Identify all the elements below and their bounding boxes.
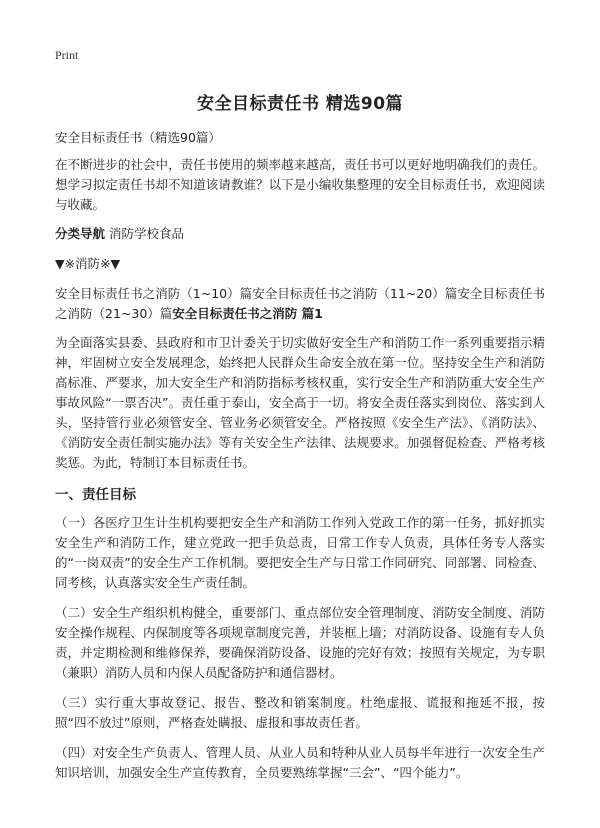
responsibility-item: （二）安全生产组织机构健全，重要部门、重点部位安全管理制度、消防安全制度、消防安全操作规程、内保制度等各项规章制度完善，并装框上墙；对消防设备、设施有专人负责，并定期检测和维修保养，要确保消防设备、设施的完好有效；按照有关规定，为专职（兼职）消防人员和内保人员配备防护和通信器材。 [55, 605, 545, 680]
page-title: 安全目标责任书 精选90篇 [196, 94, 404, 114]
intro-paragraph: 在不断进步的社会中，责任书使用的频率越来越高，责任书可以更好地明确我们的责任。想学习拟定责任书却不知道该请教谁？以下是小编收集整理的安全目标责任书，欢迎阅读与收藏。 [55, 157, 545, 212]
body-paragraph: 为全面落实县委、县政府和市卫计委关于切实做好安全生产和消防工作一系列重要指示精神，牢固树立安全发展理念，始终把人民群众生命安全放在第一位。坚持安全生产和消防高标准、严要求，加大安全生产和消防指标考核权重，实行安全生产和消防重大安全生产事故风险“一票否决”。责任重于泰山，安全高于一切。将安全责任落实到岗位、落实到人头，坚持管行业必须管安全、管业务必须管安全。严格按照《安全生产法》、《消防法》、《消防安全责任制实施办法》等有关安全生产法律、法规要求。加强督促检查、严格考核奖惩。为此，特制订本目标责任书。 [55, 335, 545, 470]
nav-link-fire[interactable]: 消防 [109, 226, 135, 241]
category-marker: ▼※消防※▼ [55, 256, 121, 271]
table-of-contents [55, 284, 545, 324]
section-heading: 一、责任目标 [55, 487, 136, 503]
responsibility-item: （一）各医疗卫生计生机构要把安全生产和消防工作列入党政工作的第一任务，抓好抓实安全生产和消防工作，建立党政一把手负总责，日常工作专人负责，具体任务专人落实的“一岗双责”的安全生产工作机制。要把安全生产与日常工作同研究、同部署、同检查、同考核，认真落实安全生产责任制。 [55, 515, 545, 590]
current-article-heading: 安全目标责任书之消防 篇1 [172, 306, 323, 321]
toc-link-1-10[interactable]: 安全目标责任书之消防（1~10）篇 [55, 286, 253, 301]
responsibility-item: （三）实行重大事故登记、报告、整改和销案制度。杜绝虚报、谎报和拖延不报，按照“四不放过”原则，严格查处瞒报、虚报和事故责任者。 [55, 695, 545, 730]
nav-link-school[interactable]: 学校 [134, 226, 160, 241]
category-nav-label: 分类导航 [55, 226, 106, 241]
nav-link-food[interactable]: 食品 [159, 226, 185, 241]
print-link[interactable]: Print [55, 48, 79, 62]
category-navigation [55, 224, 545, 242]
document-subtitle: 安全目标责任书（精选90篇） [55, 130, 221, 145]
toc-link-21-30[interactable]: 安全目标责任书之消防（21~30）篇 [55, 286, 545, 321]
responsibility-item: （四）对安全生产负责人、管理人员、从业人员和特种从业人员每半年进行一次安全生产知识培训，加强安全生产宣传教育，全员要熟练掌握“三会”、“四个能力”。 [55, 745, 545, 780]
toc-link-11-20[interactable]: 安全目标责任书之消防（11~20）篇 [252, 286, 458, 301]
